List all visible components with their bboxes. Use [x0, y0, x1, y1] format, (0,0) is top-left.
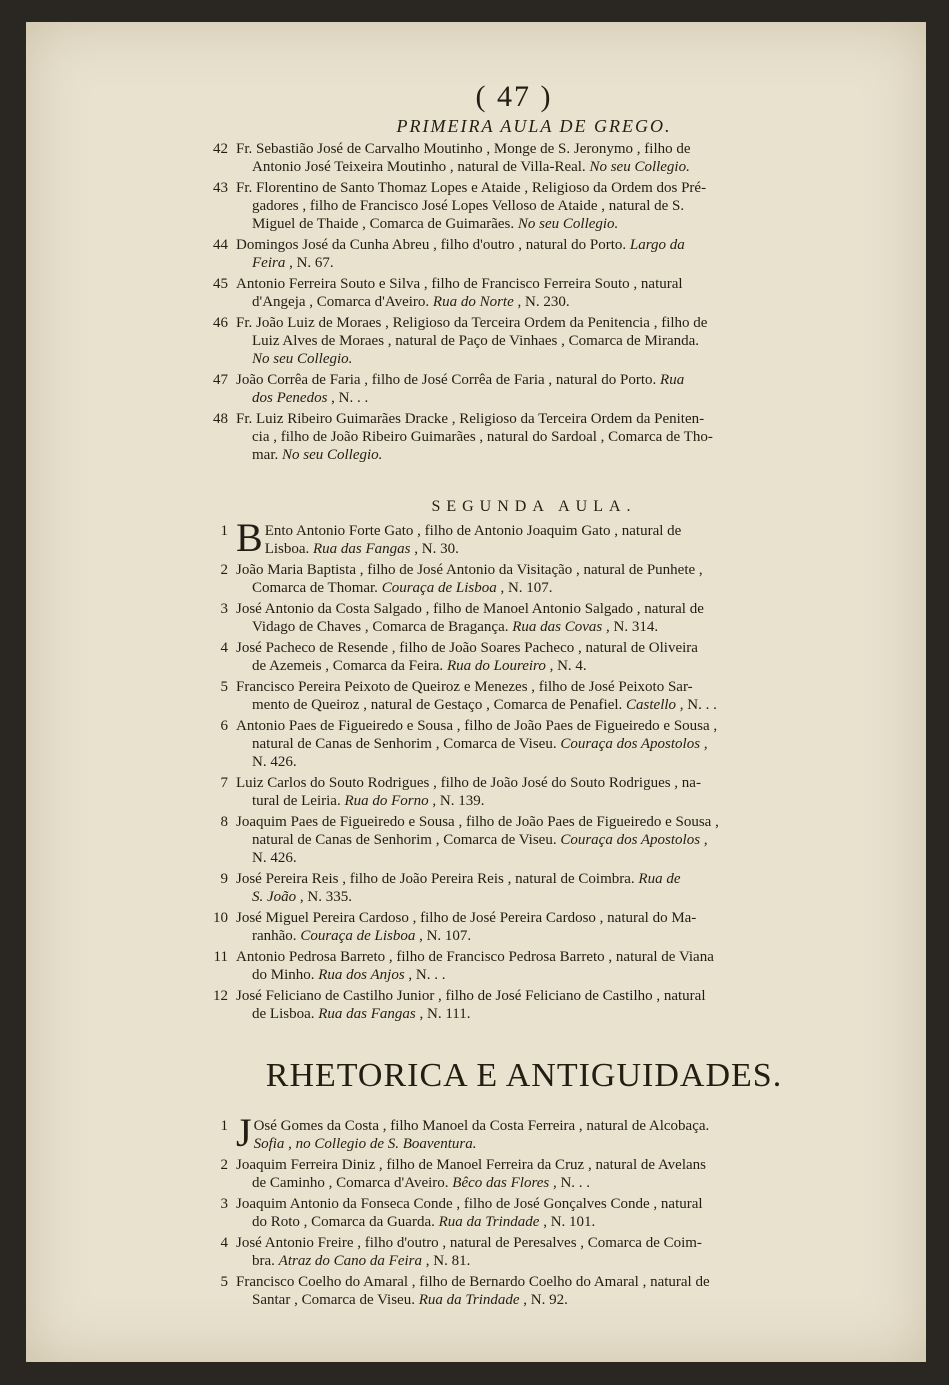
section-title-rhetoric: RHETORICA E ANTIGUIDADES.: [265, 1057, 783, 1094]
entry-line-text: Joaquim Ferreira Diniz , filho de Manoel Ferreira da Cruz , natural de Avelans: [236, 1157, 706, 1173]
entry-text: [236, 639, 824, 675]
entry-line: [236, 1291, 824, 1309]
entry-line-text: de Caminho , Comarca d'Aveiro.: [252, 1175, 453, 1191]
entry-number: 44: [213, 237, 228, 253]
list-entry: [213, 179, 824, 233]
entry-address: Rua das Covas: [512, 619, 603, 635]
entry-line-text: Joaquim Antonio da Fonseca Conde , filho de José Gonçalves Conde , natural: [236, 1196, 703, 1212]
entry-address: Bêco das Flores: [452, 1175, 550, 1191]
entry-line-text: natural de Canas de Senhorim , Comarca de Viseu.: [252, 832, 561, 848]
entry-text: [236, 600, 824, 636]
entry-address: dos Penedos: [252, 390, 328, 406]
list-entry: [220, 1156, 824, 1192]
entry-address: Rua da Trindade: [418, 1292, 520, 1308]
entry-line-text: , N. 107.: [415, 928, 472, 944]
entry-text: [236, 870, 824, 906]
entry-line: [236, 657, 824, 675]
list-entry: [220, 717, 824, 771]
entry-text: [236, 678, 824, 714]
entry-line: [236, 140, 824, 158]
list-entry: [220, 639, 824, 675]
entry-line: [236, 1234, 824, 1252]
entry-line: [236, 678, 824, 696]
entry-line-text: , N. 81.: [422, 1253, 471, 1269]
entry-number: 9: [220, 871, 228, 887]
entry-number: 3: [220, 601, 228, 617]
entry-line: [236, 639, 824, 657]
entry-line: [236, 236, 824, 254]
entry-line: [236, 446, 824, 464]
entry-line: [236, 966, 824, 984]
drop-cap: B: [236, 515, 263, 560]
entry-line-text: mento de Queiroz , natural de Gestaço , Comarca de Penafiel.: [252, 697, 627, 713]
entry-line-text: José Pacheco de Resende , filho de João Soares Pacheco , natural de Oliveira: [236, 640, 698, 656]
entry-number: 4: [220, 640, 228, 656]
entry-line-text: , N. 230.: [513, 294, 570, 310]
entry-line: [236, 618, 824, 636]
entry-line-text: d'Angeja , Comarca d'Aveiro.: [252, 294, 433, 310]
entry-number: 2: [220, 562, 228, 578]
list-entry: [213, 371, 824, 407]
entry-line-text: , N. . .: [549, 1175, 591, 1191]
entry-text: [236, 1273, 824, 1309]
entry-line-text: N. 426.: [252, 754, 297, 770]
entry-number: 48: [213, 411, 228, 427]
entry-number: 5: [220, 1274, 228, 1290]
entry-line-text: José Pereira Reis , filho de João Pereira Reis , natural de Coimbra.: [236, 871, 639, 887]
list-entry: [213, 948, 824, 984]
entry-address: Rua do Loureiro: [446, 658, 546, 674]
entry-line-text: , N. . .: [676, 697, 717, 713]
entry-line-text: , N. . .: [404, 967, 446, 983]
entry-text: [236, 987, 824, 1023]
entry-line: [236, 1174, 824, 1192]
entry-line: [236, 561, 824, 579]
entry-number: 6: [220, 718, 228, 734]
section-title-greek: PRIMEIRA AULA DE GREGO.: [396, 116, 672, 136]
entry-line: [236, 1213, 824, 1231]
entry-line-text: João Corrêa de Faria , filho de José Corrêa de Faria , natural do Porto.: [236, 372, 661, 388]
entry-address: Couraça dos Apostolos: [560, 832, 701, 848]
entry-line-text: Luiz Alves de Moraes , natural de Paço de Vinhaes , Comarca de Miranda.: [252, 333, 700, 349]
entry-line-text: Miguel de Thaide , Comarca de Guimarães.: [252, 216, 518, 232]
entry-text: [236, 1156, 824, 1192]
drop-cap: J: [236, 1110, 252, 1155]
entry-number: 47: [213, 372, 228, 388]
entry-line: [236, 1195, 824, 1213]
list-entry: [220, 561, 824, 597]
entry-line-text: Vidago de Chaves , Comarca de Bragança.: [252, 619, 513, 635]
entry-line: [236, 389, 824, 407]
entry-line-text: , N. 101.: [539, 1214, 596, 1230]
entry-number: 1: [220, 523, 228, 539]
entry-line-text: João Maria Baptista , filho de José Antonio da Visitação , natural de Punhete ,: [236, 562, 703, 578]
entry-address: Atraz do Cano da Feira: [278, 1253, 422, 1269]
entry-line: [236, 428, 824, 446]
entry-line: [236, 275, 824, 293]
entry-line-text: , N. 314.: [602, 619, 659, 635]
entry-line-text: , N. 92.: [519, 1292, 568, 1308]
entry-line: [236, 717, 824, 735]
entry-address: Couraça de Lisboa: [381, 580, 497, 596]
entry-line-text: gadores , filho de Francisco José Lopes Velloso de Ataide , natural de S.: [252, 198, 685, 214]
entry-number: 3: [220, 1196, 228, 1212]
entry-text: [236, 515, 824, 560]
entry-line-text: , N. 335.: [296, 889, 353, 905]
entry-line-text: José Miguel Pereira Cardoso , filho de José Pereira Cardoso , natural do Ma-: [236, 910, 697, 926]
entry-line-text: ,: [700, 736, 708, 752]
entry-number: 7: [220, 775, 228, 791]
entry-address: Largo da: [629, 237, 685, 253]
entry-address: Rua da Trindade: [438, 1214, 540, 1230]
list-entry: [220, 678, 824, 714]
entry-number: 42: [213, 141, 228, 157]
entry-line: [236, 1156, 824, 1174]
entry-line-text: Francisco Pereira Peixoto de Queiroz e Menezes , filho de José Peixoto Sar-: [236, 679, 693, 695]
list-entry: [220, 774, 824, 810]
entry-text: [236, 1195, 824, 1231]
entry-number: 1: [220, 1118, 228, 1134]
entry-address: Castello: [626, 697, 677, 713]
entry-address: Rua do Norte: [432, 294, 514, 310]
entry-line-text: Antonio José Teixeira Moutinho , natural de Villa-Real.: [252, 159, 590, 175]
list-entry: [213, 236, 824, 272]
entry-line: [236, 371, 824, 389]
entry-number: 5: [220, 679, 228, 695]
entry-line-text: N. 426.: [252, 850, 297, 866]
entry-line-text: Fr. Luiz Ribeiro Guimarães Dracke , Religioso da Terceira Ordem da Peniten-: [236, 411, 705, 427]
entry-number: 4: [220, 1235, 228, 1251]
entry-address: Rua das Fangas: [313, 541, 411, 557]
entry-line: [236, 254, 824, 272]
entry-line-text: José Antonio Freire , filho d'outro , natural de Peresalves , Comarca de Coim-: [236, 1235, 702, 1251]
entry-line-text: Fr. Florentino de Santo Thomaz Lopes e Ataide , Religioso da Ordem dos Pré-: [236, 180, 707, 196]
entry-number: 46: [213, 315, 228, 331]
entry-text: [236, 561, 824, 597]
entry-line: [236, 909, 824, 927]
entry-line: [236, 753, 824, 771]
list-entry: [220, 515, 824, 560]
entry-line-text: Santar , Comarca de Viseu.: [252, 1292, 419, 1308]
entry-line: [236, 987, 824, 1005]
entry-line-text: Joaquim Paes de Figueiredo e Sousa , filho de João Paes de Figueiredo e Sousa ,: [236, 814, 719, 830]
list-entry: [220, 813, 824, 867]
book-page: [26, 22, 926, 1362]
entry-line-text: ,: [700, 832, 708, 848]
entry-line: [236, 735, 824, 753]
page-number: ( 47 ): [475, 80, 553, 113]
entry-line: [236, 540, 824, 558]
entry-line: [236, 1273, 824, 1291]
list-entry: [220, 870, 824, 906]
entry-text: [236, 236, 824, 272]
entry-line: [236, 350, 824, 368]
entry-line-text: Fr. Sebastião José de Carvalho Moutinho , Monge de S. Jeronymo , filho de: [236, 141, 691, 157]
entry-line-text: bra.: [252, 1253, 279, 1269]
entry-address: No seu Collegio.: [517, 216, 619, 232]
section-title-second-class: SEGUNDA AULA.: [431, 498, 637, 515]
list-entry: [220, 1273, 824, 1309]
list-entry: [213, 909, 824, 945]
entry-text: [236, 774, 824, 810]
page-content: [184, 80, 824, 1309]
entry-line-text: de Lisboa.: [252, 1006, 319, 1022]
entry-address: Couraça de Lisboa: [300, 928, 416, 944]
list-entry: [213, 410, 824, 464]
entry-line-text: Lisboa.: [264, 541, 314, 557]
entry-line: [236, 314, 824, 332]
entry-line-text: Domingos José da Cunha Abreu , filho d'outro , natural do Porto.: [236, 237, 630, 253]
entry-line: [236, 158, 824, 176]
entry-address: Rua do Forno: [344, 793, 429, 809]
entry-line: [236, 927, 824, 945]
entry-number: 45: [213, 276, 228, 292]
list-entry: [213, 140, 824, 176]
entry-line: [236, 179, 824, 197]
entry-line-text: do Minho.: [252, 967, 319, 983]
entry-line: [236, 1005, 824, 1023]
entry-line-text: , N. . .: [327, 390, 369, 406]
entry-number: 2: [220, 1157, 228, 1173]
entry-number: 8: [220, 814, 228, 830]
entry-line-text: de Azemeis , Comarca da Feira.: [252, 658, 447, 674]
entry-address: Feira: [252, 255, 286, 271]
entry-line-text: , N. 4.: [545, 658, 587, 674]
entry-line-text: , N. 107.: [496, 580, 553, 596]
entry-text: [236, 275, 824, 311]
entry-line-text: , N. 30.: [410, 541, 459, 557]
list-entry: [213, 987, 824, 1023]
entry-line: [236, 1135, 824, 1153]
entry-line: [236, 849, 824, 867]
entry-address: Sofia , no Collegio de S. Boaventura.: [253, 1136, 477, 1152]
entry-number: 10: [213, 910, 228, 926]
entry-line: [236, 948, 824, 966]
entry-number: 12: [213, 988, 228, 1004]
entry-line-text: Ento Antonio Forte Gato , filho de Antonio Joaquim Gato , natural de: [264, 523, 682, 539]
entry-address: Rua dos Anjos: [318, 967, 405, 983]
entry-address: No seu Collegio.: [589, 159, 690, 175]
entry-line: [236, 774, 824, 792]
entry-line-text: José Feliciano de Castilho Junior , filho de José Feliciano de Castilho , natural: [236, 988, 706, 1004]
entry-line-text: Antonio Paes de Figueiredo e Sousa , filho de João Paes de Figueiredo e Sousa ,: [236, 718, 718, 734]
entry-line: [236, 696, 824, 714]
entry-address: Rua das Fangas: [318, 1006, 416, 1022]
list-entry: [220, 600, 824, 636]
entry-line-text: , N. 67.: [285, 255, 334, 271]
entry-number: 11: [213, 949, 228, 965]
entry-text: [236, 813, 824, 867]
entry-text: [236, 909, 824, 945]
entry-line-text: natural de Canas de Senhorim , Comarca de Viseu.: [252, 736, 561, 752]
entry-line-text: Francisco Coelho do Amaral , filho de Bernardo Coelho do Amaral , natural de: [236, 1274, 710, 1290]
entry-text: [236, 314, 824, 368]
list-entry: [220, 1234, 824, 1270]
entry-line: [236, 1252, 824, 1270]
entry-address: Couraça dos Apostolos: [560, 736, 701, 752]
entry-text: [236, 1234, 824, 1270]
entry-line-text: Fr. João Luiz de Moraes , Religioso da Terceira Ordem da Penitencia , filho de: [236, 315, 708, 331]
entry-line-text: Luiz Carlos do Souto Rodrigues , filho de João José do Souto Rodrigues , na-: [236, 775, 701, 791]
entry-address: S. João: [252, 889, 297, 905]
entry-line: [236, 870, 824, 888]
list-entry: [220, 1110, 824, 1155]
entry-address: No seu Collegio.: [252, 351, 353, 367]
entry-address: Rua de: [638, 871, 681, 887]
entry-line: [236, 600, 824, 618]
entry-text: [236, 371, 824, 407]
entry-line-text: Osé Gomes da Costa , filho Manoel da Costa Ferreira , natural de Alcobaça.: [253, 1118, 710, 1134]
entry-line: [236, 293, 824, 311]
entry-line-text: , N. 111.: [415, 1006, 471, 1022]
rhetoric-list: [184, 1110, 824, 1309]
entry-line: [236, 792, 824, 810]
entry-line-text: Antonio Ferreira Souto e Silva , filho de Francisco Ferreira Souto , natural: [236, 276, 683, 292]
entry-line: [236, 197, 824, 215]
entry-line-text: Antonio Pedrosa Barreto , filho de Francisco Pedrosa Barreto , natural de Viana: [236, 949, 714, 965]
entry-line-text: , N. 139.: [428, 793, 485, 809]
entry-line-text: tural de Leiria.: [252, 793, 345, 809]
second-class-list: [184, 515, 824, 1023]
list-entry: [220, 1195, 824, 1231]
entry-line: [236, 410, 824, 428]
entry-text: [236, 140, 824, 176]
entry-line: [236, 831, 824, 849]
entry-line-text: ranhão.: [252, 928, 301, 944]
entry-line-text: José Antonio da Costa Salgado , filho de Manoel Antonio Salgado , natural de: [236, 601, 704, 617]
entry-text: [236, 179, 824, 233]
entry-text: [236, 410, 824, 464]
entry-number: 43: [213, 180, 228, 196]
entry-line-text: do Roto , Comarca da Guarda.: [252, 1214, 439, 1230]
list-entry: [213, 314, 824, 368]
entry-text: [236, 948, 824, 984]
entry-line-text: cia , filho de João Ribeiro Guimarães , natural do Sardoal , Comarca de Tho-: [252, 429, 713, 445]
list-entry: [213, 275, 824, 311]
entry-line: [236, 332, 824, 350]
greek-class-list: [184, 140, 824, 464]
entry-text: [236, 1110, 824, 1155]
entry-address: No seu Collegio.: [282, 447, 383, 463]
entry-line: [236, 813, 824, 831]
entry-line-text: Comarca de Thomar.: [252, 580, 382, 596]
entry-line-text: mar.: [252, 447, 282, 463]
entry-line: [236, 579, 824, 597]
entry-line: [236, 888, 824, 906]
entry-address: Rua: [660, 372, 685, 388]
entry-line: [236, 215, 824, 233]
entry-text: [236, 717, 824, 771]
